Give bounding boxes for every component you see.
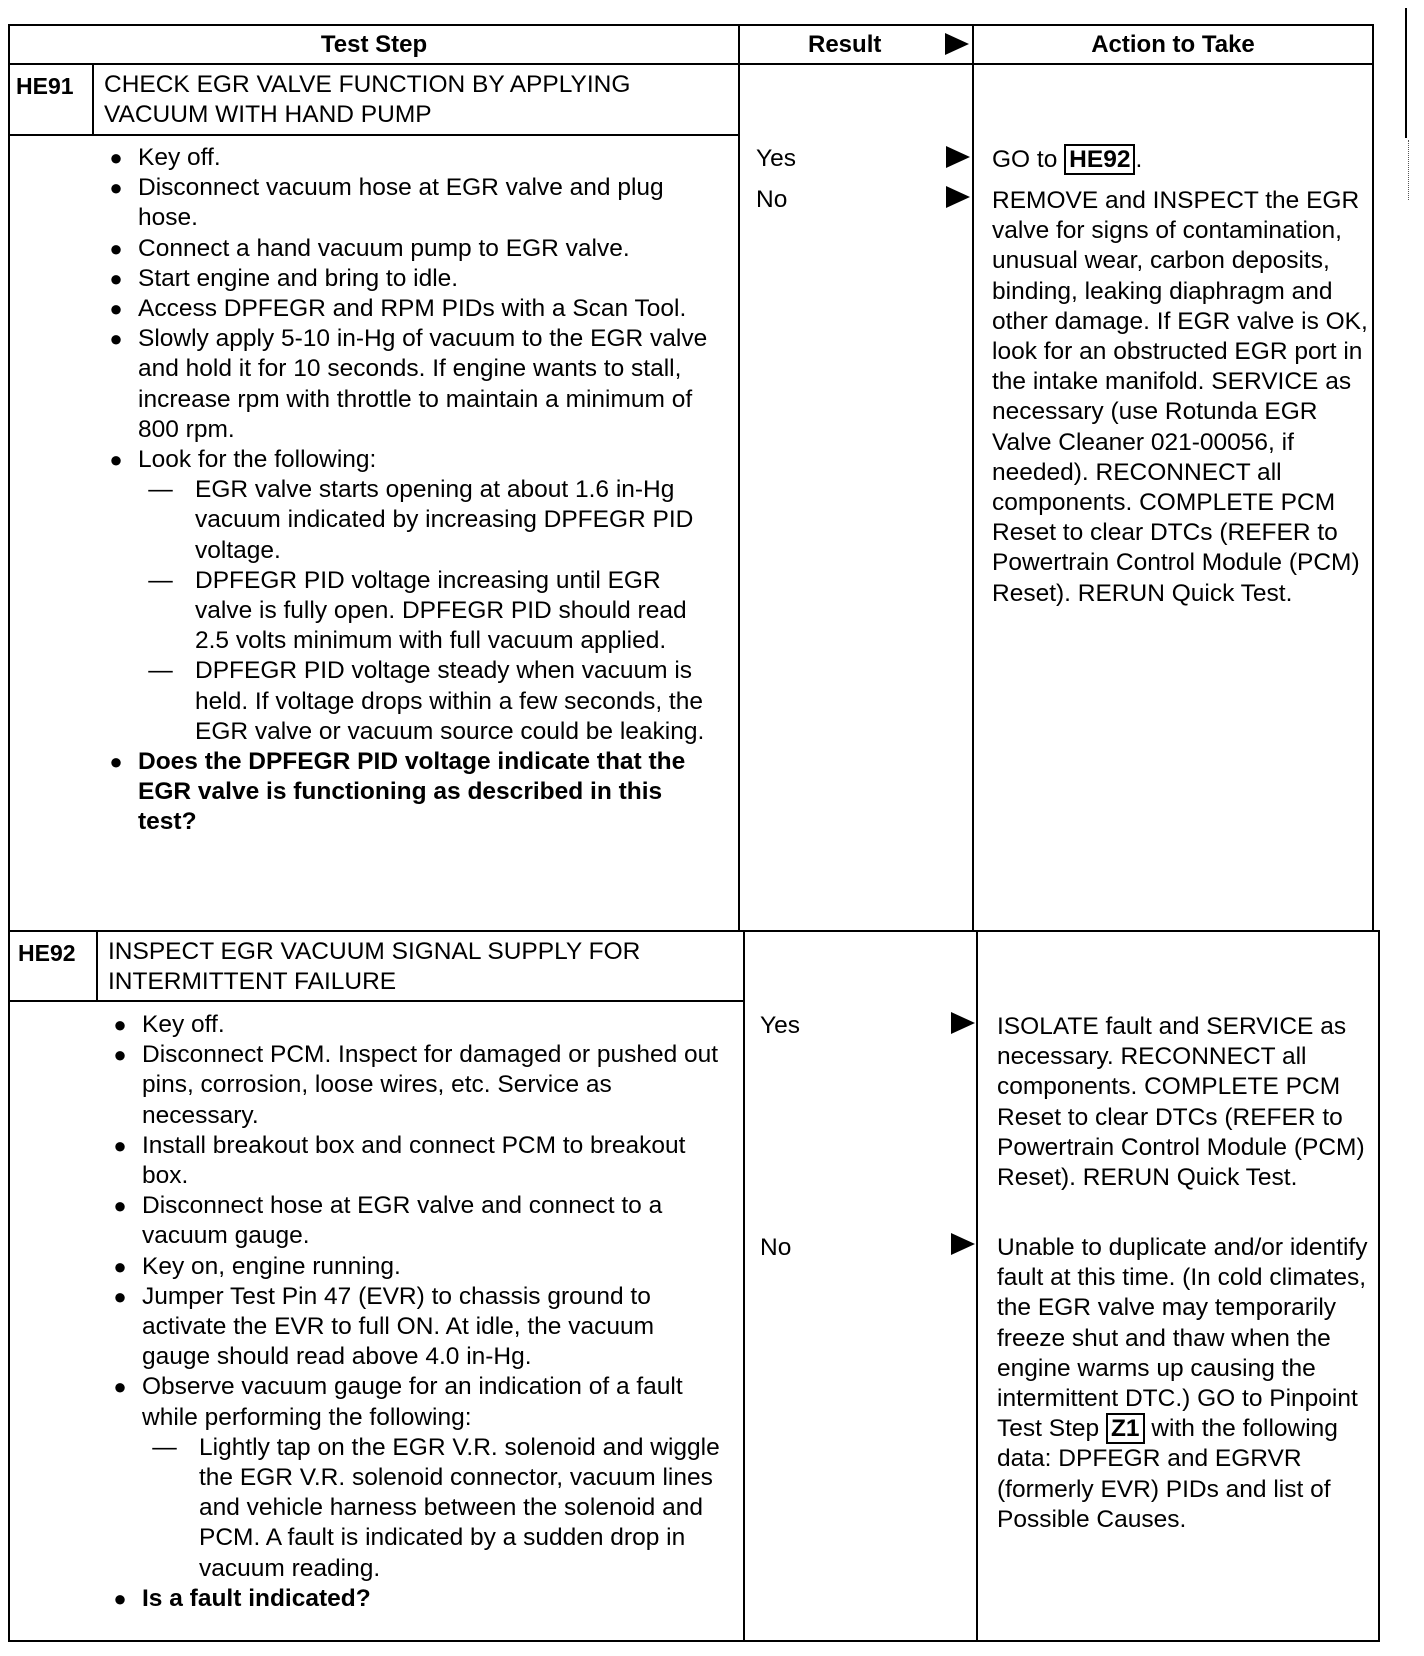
bullet-icon: ● [113,1193,127,1219]
list-item: ● Disconnect PCM. Inspect for damaged or pushed out pins, corrosion, loose wires, etc. Service as necessary. [98,1040,720,1131]
bullet-icon: ● [109,175,123,201]
bullet-icon: ● [113,1374,127,1400]
list-item: ● Key on, engine running. [98,1252,720,1282]
step-id: HE91 [16,73,74,99]
bullet-icon: ● [109,235,123,261]
result-yes: Yes [756,145,796,172]
result-col-left-border [738,24,740,930]
column-header-result: Result [808,31,882,58]
list-item: ● Key off. [94,143,714,173]
step-question: ● Is a fault indicated? [98,1584,720,1614]
table-left-border [8,24,10,1642]
sub-list-item: — DPFEGR PID voltage increasing until EGR valve is fully open. DPFEGR PID should read 2.5 volts minimum with full vacuum applied. [138,566,714,657]
list-item: ● Look for the following: — EGR valve starts opening at about 1.6 in-Hg vacuum indicated by increasing DPFEGR PID voltage. — DPFEGR PID voltage increasing until EGR valve is fully open. DPFEGR PID should read 2.5 volts minimum with full vacuum applied. — DPFEGR PID voltage steady when vacuum is held. If voltage drops within a few seconds, the EGR valve or vacuum source could be leaking. [94,445,714,747]
list-item: ● Disconnect hose at EGR valve and connect to a vacuum gauge. [98,1191,720,1251]
list-item: ● Access DPFEGR and RPM PIDs with a Scan Tool. [94,294,714,324]
arrow-icon [945,33,969,55]
bullet-icon: ● [109,447,123,473]
bullet-icon: ● [113,1585,127,1611]
bullet-icon: ● [113,1012,127,1037]
step-title-bottom-border [8,1000,743,1002]
sub-step-list [138,475,714,747]
dash-icon: — [152,1433,177,1461]
bullet-icon: ● [109,145,123,170]
result-col-left-border [743,930,745,1642]
table-bottom-border [8,1640,1380,1642]
bullet-icon: ● [109,296,123,322]
step-reference[interactable]: Z1 [1106,1413,1145,1444]
bullet-icon: ● [113,1132,127,1158]
step-title-bottom-border [8,134,738,136]
dash-icon: — [148,476,173,504]
list-item: ● Start engine and bring to idle. [94,264,714,294]
step-question: ● Does the DPFEGR PID voltage indicate that the EGR valve is functioning as described in this test? [94,747,714,838]
step-reference[interactable]: HE92 [1064,144,1135,175]
list-item: ● Disconnect vacuum hose at EGR valve and plug hose. [94,173,714,233]
list-item: ● Install breakout box and connect PCM to breakout box. [98,1131,720,1191]
arrow-icon [946,146,970,168]
action-col-left-border [976,930,978,1642]
step-id-divider [92,63,94,134]
column-header-test-step: Test Step [320,31,428,58]
bullet-icon: ● [113,1042,127,1068]
sub-list-item: — DPFEGR PID voltage steady when vacuum is held. If voltage drops within a few seconds, the EGR valve or vacuum source could be leaking. [138,656,714,747]
result-no: No [756,186,788,213]
bullet-icon: ● [109,326,123,352]
action-yes: GO to HE92 . [992,146,1143,173]
row-divider [8,930,1380,932]
dash-icon: — [148,566,173,594]
step-id: HE92 [18,940,76,966]
step-list [98,1010,720,1614]
result-no: No [760,1234,792,1261]
bullet-icon: ● [109,749,123,775]
bullet-icon: ● [109,265,123,291]
action-no: Unable to duplicate and/or identify fault at this time. (In cold climates, the EGR valve may temporarily freeze shut and thaw when the engine warms up causing the intermittent DTC.) GO to Pinpoint Test Step Z1 with the following data: DPFEGR and EGRVR (formerly EVR) PIDs and list of Possible Causes. [997,1234,1368,1533]
bullet-icon: ● [113,1283,127,1309]
step-list [94,143,714,838]
sub-step-list [142,1433,720,1584]
list-item: ● Jumper Test Pin 47 (EVR) to chassis ground to activate the EVR to full ON. At idle, the vacuum gauge should read above 4.0 in-Hg. [98,1282,720,1373]
step-id-divider [96,930,98,1000]
dash-icon: — [148,657,173,685]
sub-list-item: — EGR valve starts opening at about 1.6 in-Hg vacuum indicated by increasing DPFEGR PID voltage. [138,475,714,566]
arrow-icon [951,1233,975,1255]
arrow-icon [946,186,970,208]
list-item: ● Slowly apply 5-10 in-Hg of vacuum to the EGR valve and hold it for 10 seconds. If engine wants to stall, increase rpm with throttle to maintain a minimum of 800 rpm. [94,324,714,445]
page-edge-dots [1408,140,1410,200]
list-item: ● Connect a hand vacuum pump to EGR valve. [94,234,714,264]
arrow-icon [951,1012,975,1034]
result-yes: Yes [760,1012,800,1039]
action-no: REMOVE and INSPECT the EGR valve for signs of contamination, unusual wear, carbon deposits, binding, leaking diaphragm and other damage. If EGR valve is OK, look for an obstructed EGR port in the intake manifold. SERVICE as necessary (use Rotunda EGR Valve Cleaner 021-00056, if needed). RECONNECT all components. COMPLETE PCM Reset to clear DTCs (REFER to Powertrain Control Module (PCM) Reset). RERUN Quick Test. [992,187,1368,607]
step-title: CHECK EGR VALVE FUNCTION BY APPLYING VACUUM WITH HAND PUMP [104,71,631,128]
action-col-left-border [972,24,974,930]
action-yes: ISOLATE fault and SERVICE as necessary. RECONNECT all components. COMPLETE PCM Reset to clear DTCs (REFER to Powertrain Control Module (PCM) Reset). RERUN Quick Test. [997,1013,1365,1192]
table-right-border [1378,930,1380,1642]
sub-list-item: — Lightly tap on the EGR V.R. solenoid and wiggle the EGR V.R. solenoid connector, vacuum lines and vehicle harness between the solenoid and PCM. A fault is indicated by a sudden drop in vacuum reading. [142,1433,720,1584]
column-header-action: Action to Take [1091,31,1255,58]
list-item: ● Key off. [98,1010,720,1040]
page-edge-mark [1405,8,1407,138]
step-title: INSPECT EGR VACUUM SIGNAL SUPPLY FOR INTERMITTENT FAILURE [108,938,641,995]
list-item: ● Observe vacuum gauge for an indication of a fault while performing the following: — Lightly tap on the EGR V.R. solenoid and wiggle the EGR V.R. solenoid connector, vacuum lines and vehicle harness between the solenoid and PCM. A fault is indicated by a sudden drop in vacuum reading. [98,1372,720,1583]
bullet-icon: ● [113,1253,127,1279]
